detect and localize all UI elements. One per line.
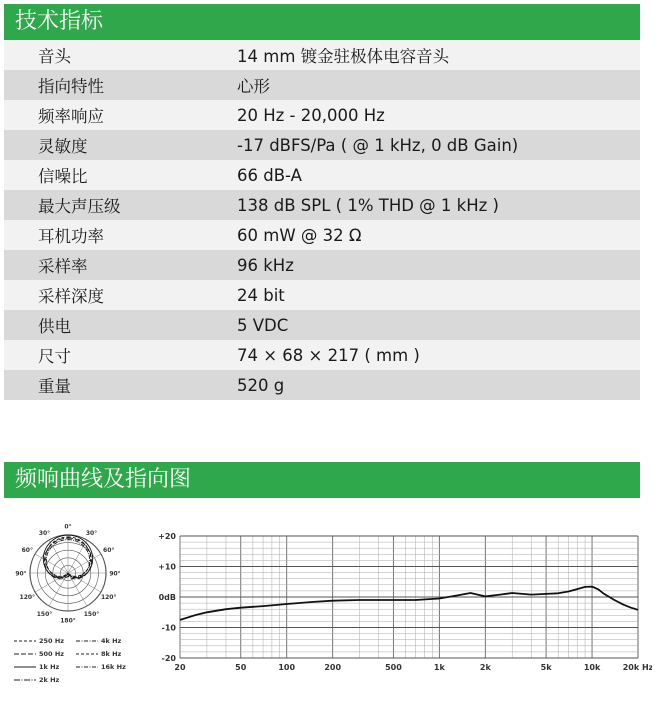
frequency-section-title: 频响曲线及指向图 (4, 462, 640, 498)
spec-value: 520 g (237, 375, 285, 395)
legend-swatch (76, 664, 98, 670)
spec-row (4, 220, 640, 250)
legend-label: 4k Hz (101, 636, 122, 645)
legend-swatch (76, 651, 98, 657)
spec-value: 74 × 68 × 217 ( mm ) (237, 345, 420, 365)
legend-swatch (14, 664, 36, 670)
spec-row (4, 370, 640, 400)
polar-legend (14, 634, 144, 686)
polar-angle-label: 120° (100, 594, 117, 601)
polar-angle-label: 30° (38, 529, 51, 537)
legend-row (14, 634, 144, 647)
legend-row (14, 647, 144, 660)
polar-angle-label: 60° (21, 547, 33, 554)
x-tick-label: 500 (385, 663, 402, 672)
x-tick-label: 200 (324, 663, 342, 672)
spec-value: 96 kHz (237, 255, 294, 275)
y-tick-label: +10 (158, 562, 176, 572)
polar-angle-label: 150° (36, 611, 53, 619)
y-tick-label: +20 (158, 532, 176, 541)
legend-item (14, 663, 76, 671)
spec-row (4, 280, 640, 310)
spec-row (4, 40, 640, 70)
y-tick-label: 0dB (158, 593, 176, 602)
spec-key: 指向特性 (38, 77, 104, 96)
spec-value: 20 Hz - 20,000 Hz (237, 105, 385, 125)
legend-row (14, 673, 144, 686)
spec-key: 最大声压级 (38, 197, 121, 216)
y-tick-label: -20 (161, 654, 176, 663)
frequency-response-chart (148, 522, 652, 692)
legend-label: 1k Hz (39, 662, 60, 671)
polar-angle-label: 180° (60, 617, 76, 625)
spec-key: 采样深度 (38, 287, 104, 306)
legend-item (14, 676, 76, 684)
spec-key: 频率响应 (38, 107, 104, 126)
spec-value: 60 mW @ 32 Ω (237, 225, 362, 245)
spec-value: 14 mm 镀金驻极体电容音头 (237, 47, 450, 66)
polar-angle-label: 60° (103, 547, 115, 554)
spec-value: 心形 (237, 77, 270, 96)
spec-key: 供电 (38, 317, 71, 336)
spec-value: -17 dBFS/Pa ( @ 1 kHz, 0 dB Gain) (237, 135, 519, 155)
spec-value: 24 bit (237, 285, 285, 305)
spec-value: 5 VDC (237, 315, 289, 335)
polar-angle-label: 90° (109, 570, 121, 578)
legend-item (14, 650, 76, 658)
legend-item (14, 637, 76, 645)
legend-item (76, 637, 138, 645)
spec-key: 信噪比 (38, 167, 88, 186)
spec-key: 灵敏度 (38, 137, 88, 156)
x-tick-label: 100 (278, 663, 296, 672)
legend-item (76, 663, 138, 671)
legend-label: 250 Hz (39, 636, 65, 645)
legend-swatch (76, 638, 98, 644)
spec-value: 138 dB SPL ( 1% THD @ 1 kHz ) (237, 195, 499, 215)
polar-angle-label: 30° (85, 529, 98, 537)
legend-label: 2k Hz (39, 675, 60, 684)
spec-row (4, 310, 640, 340)
legend-swatch (14, 677, 36, 683)
polar-angle-label: 90° (15, 570, 27, 578)
polar-angle-label: 0° (64, 523, 72, 531)
spec-row (4, 190, 640, 220)
legend-item (76, 650, 138, 658)
spec-row (4, 250, 640, 280)
spec-key: 尺寸 (38, 347, 71, 366)
legend-swatch (14, 638, 36, 644)
spec-key: 音头 (38, 47, 71, 66)
spec-row (4, 340, 640, 370)
spec-key: 重量 (38, 377, 71, 396)
legend-row (14, 660, 144, 673)
spec-row (4, 130, 640, 160)
polar-angle-label: 120° (19, 594, 36, 601)
x-tick-label: 10k (583, 663, 601, 672)
spec-row (4, 160, 640, 190)
legend-swatch (14, 651, 36, 657)
specs-section-title: 技术指标 (4, 4, 640, 40)
x-tick-label: 20k Hz (622, 663, 652, 672)
legend-label: 500 Hz (39, 649, 65, 658)
x-tick-label: 5k (540, 663, 552, 672)
spec-table (4, 40, 640, 400)
spec-row (4, 70, 640, 100)
x-tick-label: 20 (174, 663, 186, 672)
polar-angle-label: 150° (83, 611, 100, 619)
legend-label: 16k Hz (101, 662, 126, 671)
spec-value: 66 dB-A (237, 165, 302, 185)
x-tick-label: 50 (235, 663, 247, 672)
y-tick-label: -10 (161, 623, 176, 633)
x-tick-label: 1k (433, 663, 445, 672)
x-tick-label: 2k (479, 663, 491, 672)
spec-key: 耳机功率 (38, 227, 104, 246)
spec-key: 采样率 (38, 257, 88, 276)
spec-row (4, 100, 640, 130)
legend-label: 8k Hz (101, 649, 122, 658)
